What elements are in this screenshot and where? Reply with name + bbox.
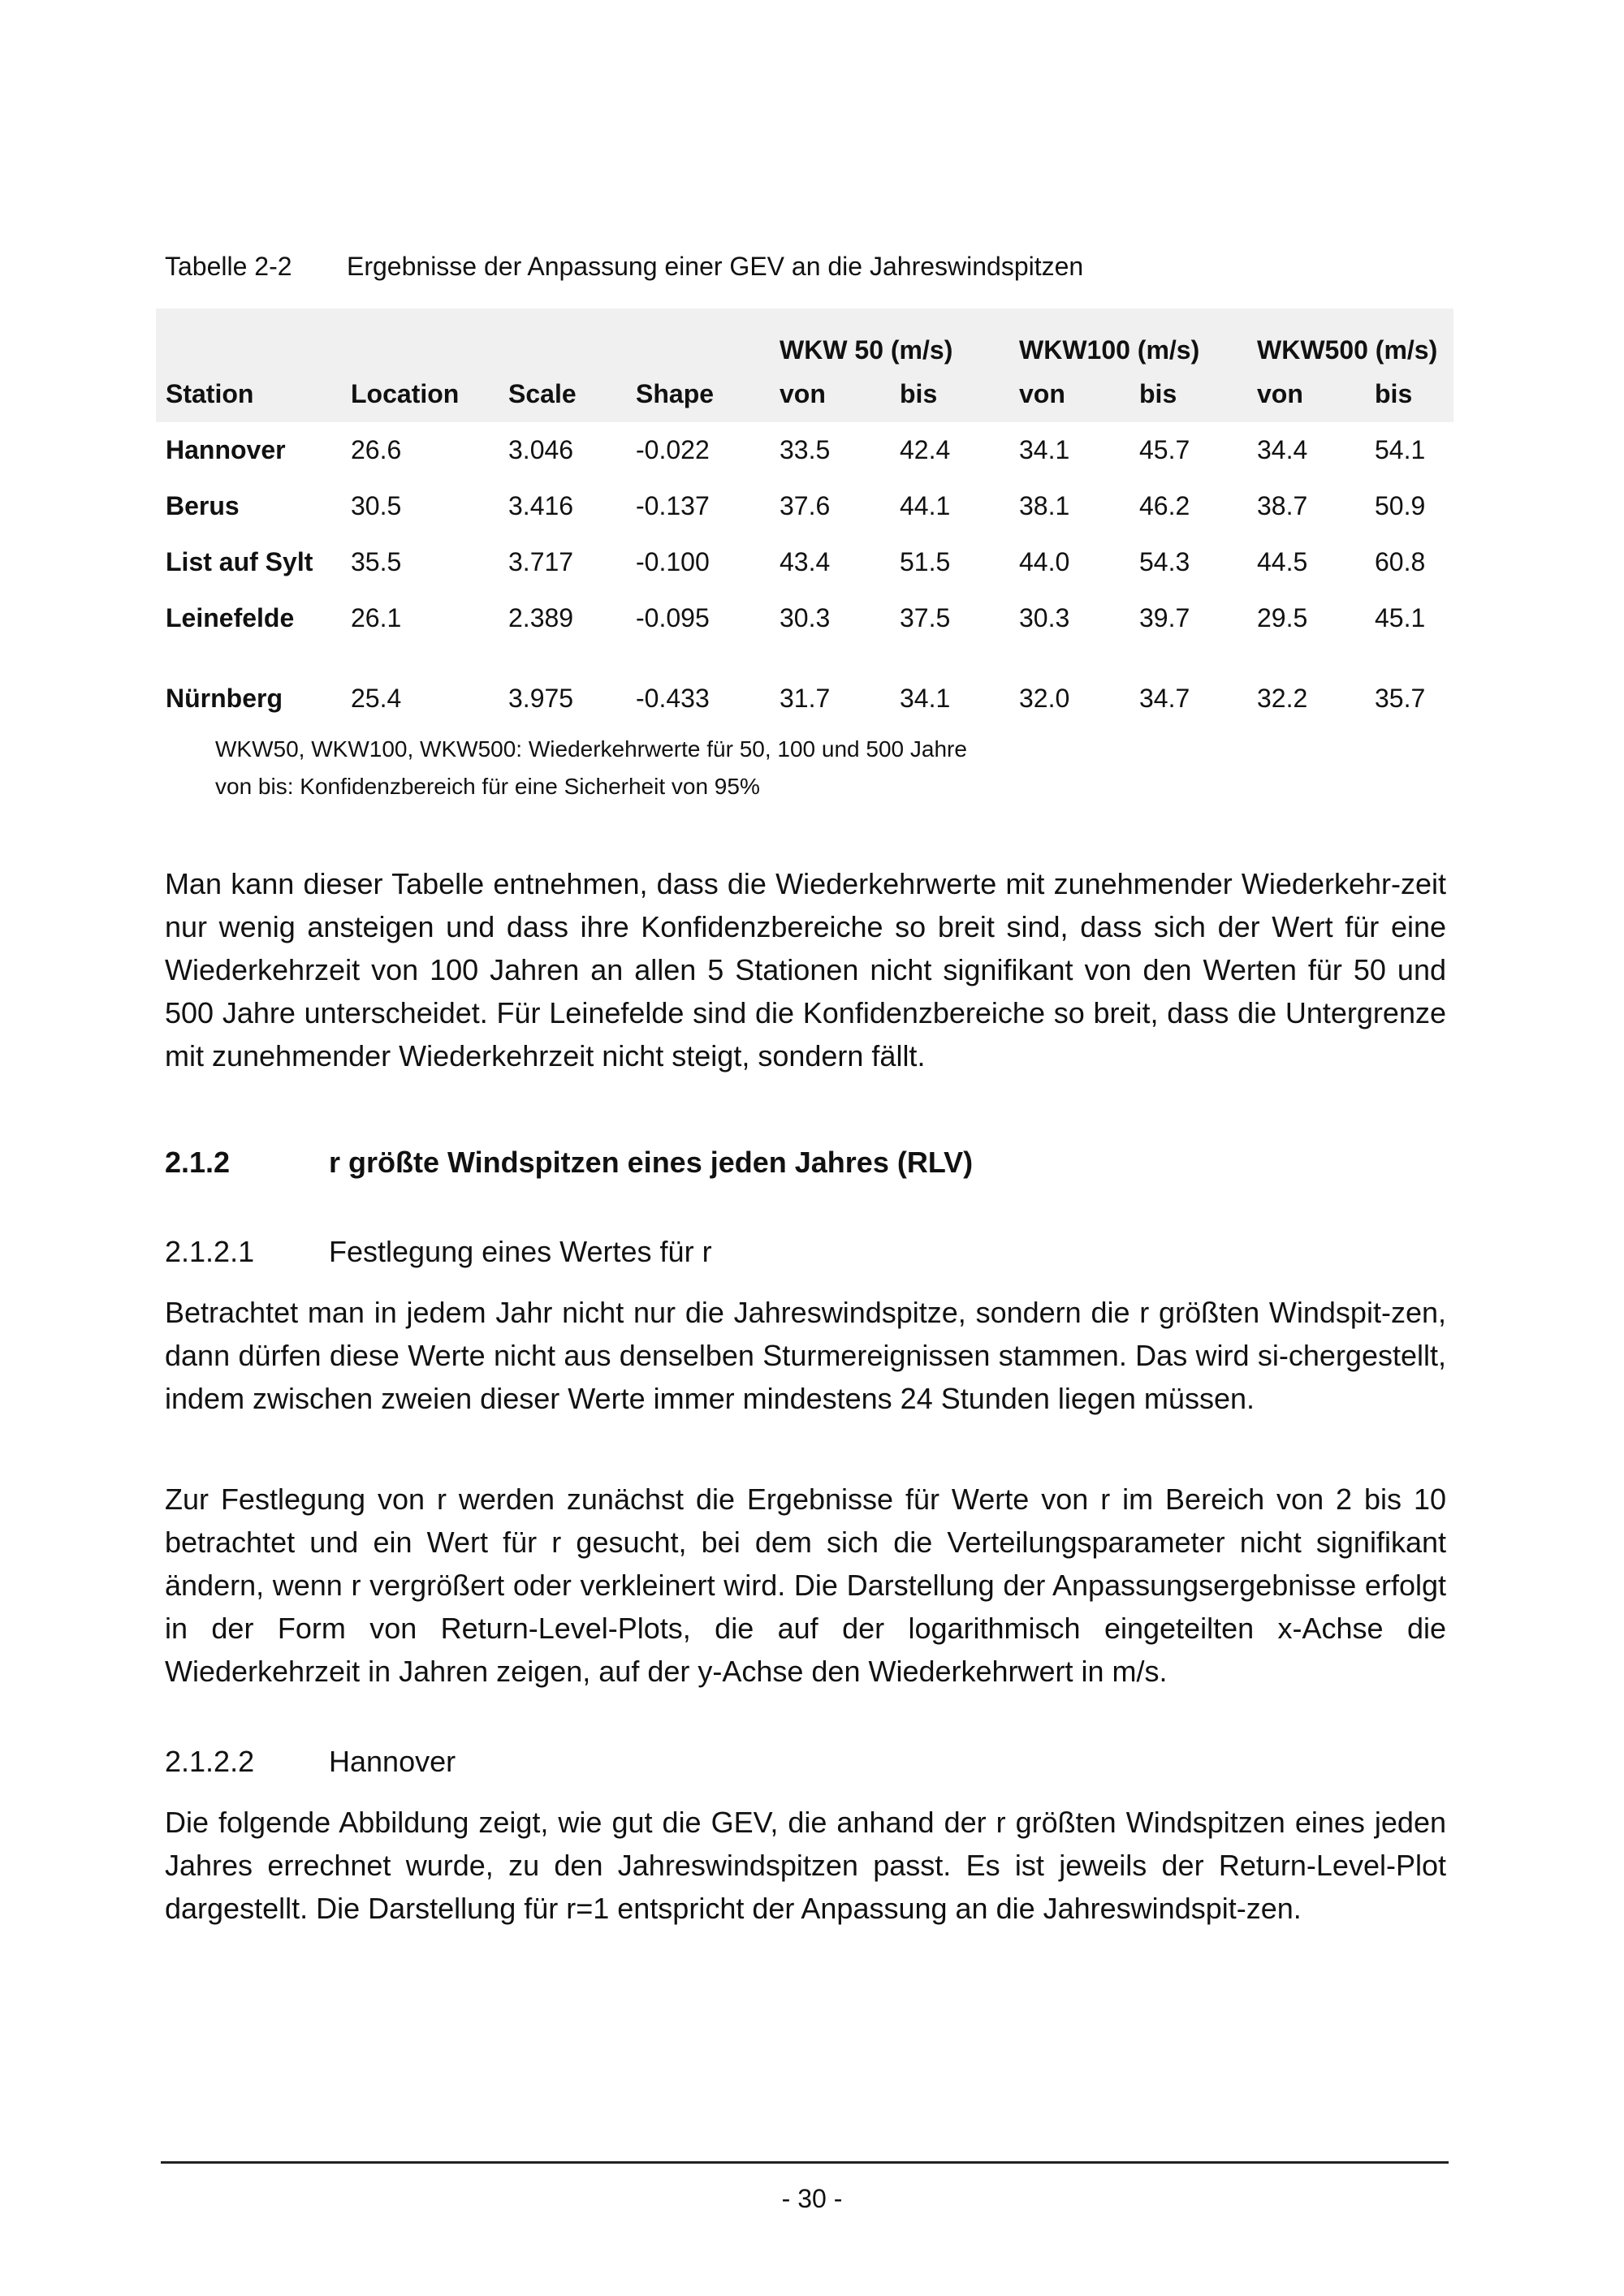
table-note: von bis: Konfidenzbereich für eine Sicherheit von 95% — [215, 774, 760, 799]
page-number: - 30 - — [781, 2184, 843, 2213]
paragraph-festlegung-r: Zur Festlegung von r werden zunächst die Ergebnisse für Werte von r im Bereich von 2 bis 10 betrachtet und ein Wert für r gesucht, bei dem sich die Verteilungsparameter nicht signifikant ändern, wenn r vergrößert oder verkleinert wird. Die Darstellung der Anpassungsergebnisse erfolgt in der Form von Return-Level-Plots, die auf der logarithmisch eingeteilten x-Achse die Wiederkehrzeit in Jahren zeigen, auf der y-Achse den Wiederkehrwert in m/s. — [165, 1482, 1446, 1688]
section-number: 2.1.2.1 — [165, 1235, 255, 1268]
station-name: Leinefelde — [166, 603, 295, 632]
wkw100-von-value: 34.1 — [1019, 435, 1070, 464]
wkw100-bis-value: 46.2 — [1139, 491, 1190, 520]
wkw100-bis-value: 39.7 — [1139, 603, 1190, 632]
table-note: WKW50, WKW100, WKW500: Wiederkehrwerte für 50, 100 und 500 Jahre — [215, 736, 967, 762]
table-caption — [165, 250, 1083, 283]
column-header-scale: Scale — [508, 378, 577, 408]
column-header-wkw50-bis: bis — [900, 378, 938, 408]
wkw500-bis-value: 35.7 — [1375, 684, 1426, 713]
column-header-wkw500-von: von — [1257, 378, 1303, 408]
shape-value: -0.095 — [636, 603, 710, 632]
column-header-wkw50-von: von — [780, 378, 826, 408]
group-header-wkw50: WKW 50 (m/s) — [780, 335, 953, 365]
section-heading-2-1-2 — [165, 1145, 973, 1180]
table-notes — [215, 731, 967, 805]
station-name: List auf Sylt — [166, 547, 313, 576]
wkw50-von-value: 37.6 — [780, 491, 831, 520]
wkw500-von-value: 32.2 — [1257, 684, 1308, 713]
gev-results-table — [156, 309, 1453, 741]
column-header-wkw100-von: von — [1019, 378, 1065, 408]
station-name: Berus — [166, 491, 240, 520]
section-title: r größte Windspitzen eines jeden Jahres (RLV) — [329, 1146, 974, 1179]
group-header-wkw500: WKW500 (m/s) — [1257, 335, 1438, 365]
scale-value: 3.046 — [508, 435, 574, 464]
wkw100-bis-value: 45.7 — [1139, 435, 1190, 464]
wkw50-von-value: 33.5 — [780, 435, 831, 464]
column-header-wkw100-bis: bis — [1139, 378, 1177, 408]
wkw100-von-value: 32.0 — [1019, 684, 1070, 713]
scale-value: 3.975 — [508, 684, 574, 713]
table-caption-text: Ergebnisse der Anpassung einer GEV an die Jahreswindspitzen — [347, 252, 1084, 281]
wkw50-bis-value: 34.1 — [900, 684, 951, 713]
section-number: 2.1.2 — [165, 1146, 231, 1179]
wkw500-von-value: 34.4 — [1257, 435, 1308, 464]
section-heading-2-1-2-1 — [165, 1234, 712, 1270]
section-title: Festlegung eines Wertes für r — [329, 1235, 712, 1268]
scale-value: 3.416 — [508, 491, 574, 520]
location-value: 30.5 — [351, 491, 402, 520]
table-row — [156, 534, 1453, 590]
table-row — [156, 478, 1453, 534]
table-column-header-row — [156, 365, 1453, 422]
station-name: Hannover — [166, 435, 286, 464]
shape-value: -0.433 — [636, 684, 710, 713]
table-caption-number: Tabelle 2-2 — [165, 252, 292, 281]
location-value: 35.5 — [351, 547, 402, 576]
paragraph-table-discussion: Man kann dieser Tabelle entnehmen, dass die Wiederkehrwerte mit zunehmender Wiederkehr-zeit nur wenig ansteigen und dass ihre Konfidenzbereiche so breit sind, dass sich der Wert für eine Wiederkehrzeit von 100 Jahren an allen 5 Stationen nicht signifikant von den Werten für 50 und 500 Jahre unterscheidet. Für Leinefelde sind die Konfidenzbereiche so breit, dass die Untergrenze mit zunehmender Wiederkehrzeit nicht steigt, sondern fällt. — [165, 867, 1446, 1072]
wkw500-von-value: 29.5 — [1257, 603, 1308, 632]
table-row — [156, 646, 1453, 741]
column-header-station: Station — [166, 378, 254, 408]
wkw50-von-value: 31.7 — [780, 684, 831, 713]
wkw500-bis-value: 50.9 — [1375, 491, 1426, 520]
wkw500-bis-value: 60.8 — [1375, 547, 1426, 576]
wkw500-von-value: 44.5 — [1257, 547, 1308, 576]
shape-value: -0.137 — [636, 491, 710, 520]
wkw100-von-value: 38.1 — [1019, 491, 1070, 520]
wkw500-von-value: 38.7 — [1257, 491, 1308, 520]
wkw50-von-value: 30.3 — [780, 603, 831, 632]
scale-value: 3.717 — [508, 547, 574, 576]
column-header-wkw500-bis: bis — [1375, 378, 1413, 408]
column-header-shape: Shape — [636, 378, 715, 408]
wkw50-bis-value: 37.5 — [900, 603, 951, 632]
station-name: Nürnberg — [166, 684, 283, 713]
group-header-wkw100: WKW100 (m/s) — [1019, 335, 1200, 365]
scale-value: 2.389 — [508, 603, 574, 632]
paragraph-hannover: Die folgende Abbildung zeigt, wie gut die GEV, die anhand der r größten Windspitzen eines jeden Jahres errechnet wurde, zu den Jahreswindspitzen passt. Es ist jeweils der Return-Level-Plot dargestellt. Die Darstellung für r=1 entspricht der Anpassung an die Jahreswindspit-zen. — [165, 1806, 1446, 1925]
wkw50-bis-value: 51.5 — [900, 547, 951, 576]
table-group-header-row — [156, 309, 1453, 365]
location-value: 26.6 — [351, 435, 402, 464]
wkw100-bis-value: 34.7 — [1139, 684, 1190, 713]
section-number: 2.1.2.2 — [165, 1745, 255, 1778]
paragraph-windspitzen: Betrachtet man in jedem Jahr nicht nur die Jahreswindspitze, sondern die r größten Windspit-zen, dann dürfen diese Werte nicht aus denselben Sturmereignissen stammen. Das wird si-chergestellt, indem zwischen zweien dieser Werte immer mindestens 24 Stunden liegen müssen. — [165, 1296, 1446, 1415]
wkw50-von-value: 43.4 — [780, 547, 831, 576]
section-title: Hannover — [329, 1745, 456, 1778]
wkw100-von-value: 30.3 — [1019, 603, 1070, 632]
location-value: 26.1 — [351, 603, 402, 632]
table-row — [156, 422, 1453, 478]
location-value: 25.4 — [351, 684, 402, 713]
wkw50-bis-value: 42.4 — [900, 435, 951, 464]
footer-divider — [161, 2161, 1449, 2164]
wkw100-bis-value: 54.3 — [1139, 547, 1190, 576]
wkw100-von-value: 44.0 — [1019, 547, 1070, 576]
wkw50-bis-value: 44.1 — [900, 491, 951, 520]
table-row — [156, 590, 1453, 646]
column-header-location: Location — [351, 378, 460, 408]
section-heading-2-1-2-2 — [165, 1744, 456, 1780]
shape-value: -0.022 — [636, 435, 710, 464]
wkw500-bis-value: 54.1 — [1375, 435, 1426, 464]
wkw500-bis-value: 45.1 — [1375, 603, 1426, 632]
shape-value: -0.100 — [636, 547, 710, 576]
